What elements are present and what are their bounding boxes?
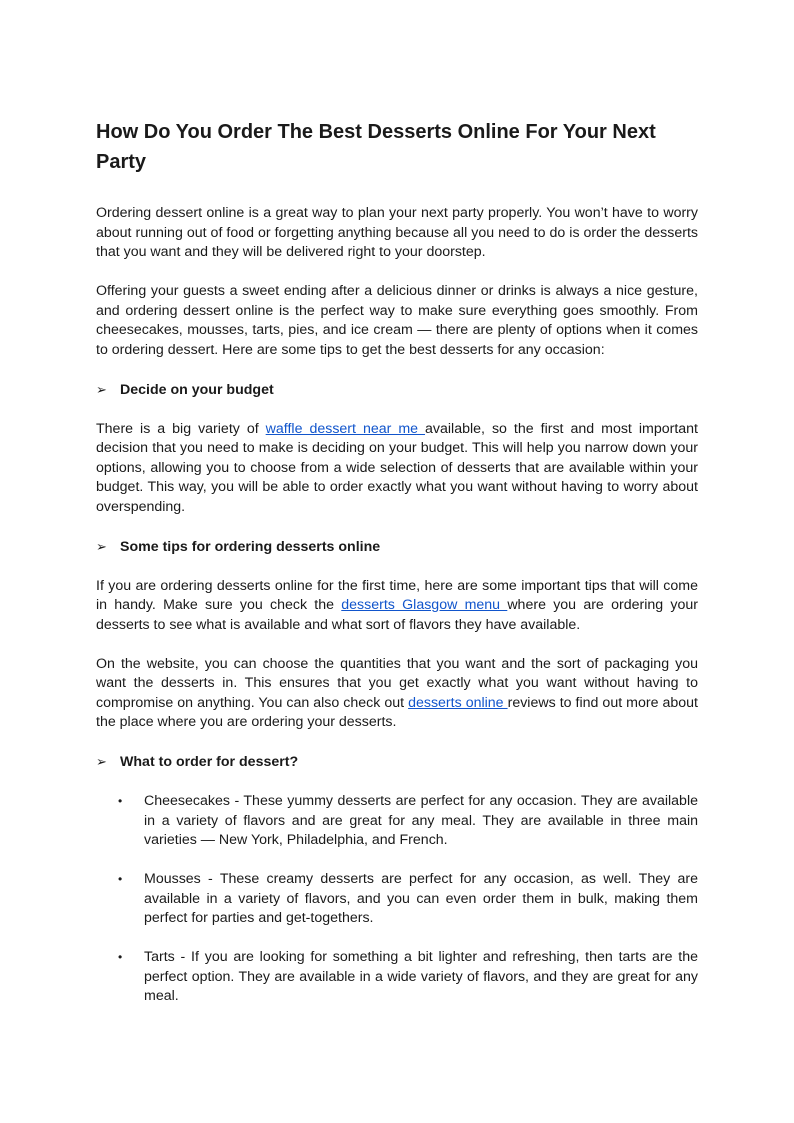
bullet-dot-icon: • [118,872,123,886]
list-item: • Cheesecakes - These yummy desserts are perfect for any occasion. They are available in a variety of flavors and are great for any meal. They are available in three main varieties — New York, Philadelphia, and French. [96,792,698,851]
list-item: • Tarts - If you are looking for something a bit lighter and refreshing, then tarts are the perfect option. They are available in a wide variety of flavors, and they are great for any meal. [96,948,698,1007]
bullet-dot-icon: • [118,950,123,964]
tips-paragraph-1: If you are ordering desserts online for the first time, here are some important tips that will come in handy. Make sure you check the desserts Glasgow menu where you are ordering your desserts to see what is available and what sort of flavors they have available. [96,577,698,633]
list-item: • Mousses - These creamy desserts are perfect for any occasion, as well. They are available in a variety of flavors, and you can even order them in bulk, making them perfect for parties and get-togethers. [96,870,698,929]
section-heading-budget [96,380,698,401]
intro-paragraph-1: Ordering dessert online is a great way to plan your next party properly. You won’t have to worry about running out of food or forgetting anything because all you need to do is order the desserts that you want and they will be delivered right to your doorstep. [96,205,698,260]
tips-paragraph-2: On the website, you can choose the quantities that you want and the sort of packaging you want the desserts in. This ensures that you get exactly what you want without having to compromise on anything. You can also check out desserts online reviews to find out more about the place where you are ordering your desserts. [96,655,698,730]
desserts-glasgow-menu-link[interactable]: desserts Glasgow menu [341,597,508,613]
waffle-dessert-link[interactable]: waffle dessert near me [265,420,426,437]
section-heading-tips [96,537,698,558]
page-title: How Do You Order The Best Desserts Online For Your Next Party [96,121,656,173]
arrow-bullet-icon: ➢ [96,538,107,554]
section-heading-what-to-order [96,752,698,773]
arrow-bullet-icon: ➢ [96,754,107,769]
section-heading-text: Decide on your budget [120,381,274,398]
intro-paragraph-2: Offering your guests a sweet ending after a delicious dinner or drinks is always a nice gesture, and ordering dessert online is the perfect way to make sure everything goes smoothly. From cheesecakes, mousses, tarts, pies, and ice cream — there are plenty of options when it comes to ordering dessert. Here are some tips to get the best desserts for any occasion: [96,283,698,358]
document-page [96,117,698,1007]
bullet-dot-icon: • [118,794,123,808]
arrow-bullet-icon: ➢ [96,381,107,397]
section-heading-text: Some tips for ordering desserts online [120,538,381,555]
section-heading-text: What to order for dessert? [120,754,299,770]
desserts-online-link[interactable]: desserts online [408,694,508,711]
budget-paragraph: There is a big variety of waffle dessert near me available, so the first and most important decision that you need to make is deciding on your budget. This will help you narrow down your options, allowing you to choose from a wide selection of desserts that are available within your budget. This way, you will be able to order exactly what you want without having to worry about overspending. [96,420,698,515]
dessert-list [96,792,698,1007]
